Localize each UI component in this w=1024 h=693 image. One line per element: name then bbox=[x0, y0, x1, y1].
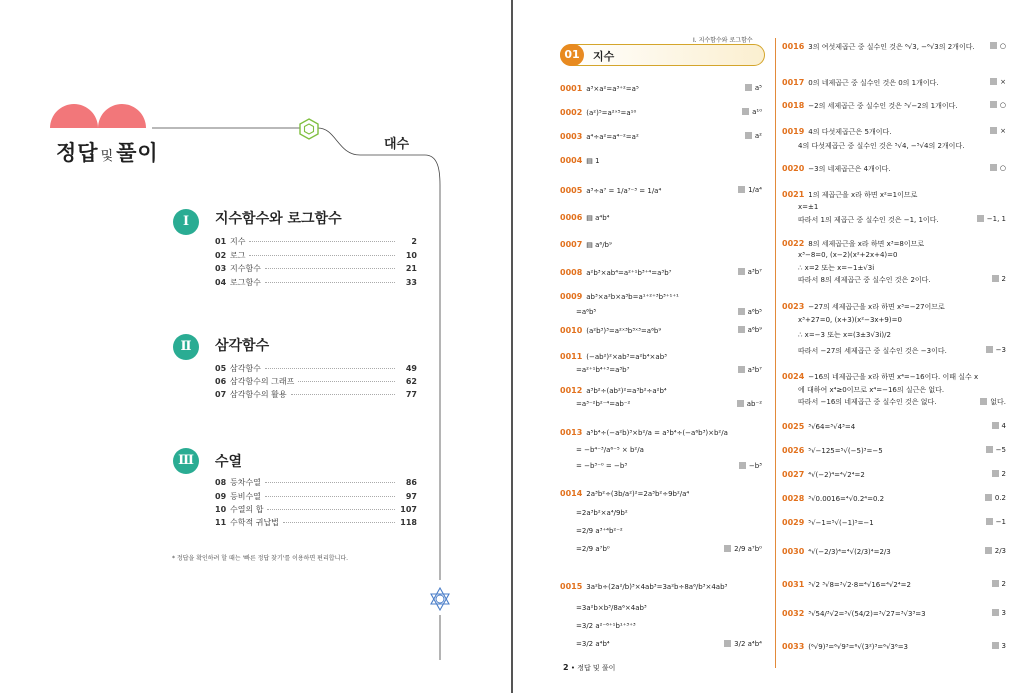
answer bbox=[990, 78, 1006, 86]
answer-box-icon bbox=[992, 609, 999, 616]
section-number: 01 bbox=[560, 44, 584, 66]
solution-text: ³√54/³√2=³√(54/2)=³√27=³√3³=3 bbox=[808, 610, 926, 618]
solution-line bbox=[560, 84, 639, 93]
solution-line bbox=[782, 42, 975, 52]
answer bbox=[986, 346, 1006, 354]
answer-text: 1/a⁴ bbox=[748, 186, 762, 194]
solution-line bbox=[798, 263, 874, 273]
answer-text: 2/3 bbox=[994, 547, 1006, 555]
solution-line bbox=[782, 580, 911, 589]
solution-text: −2의 세제곱근 중 실수인 것은 ³√−2의 1개이다. bbox=[808, 102, 958, 110]
title-text-1: 정답 bbox=[56, 141, 99, 165]
solution-text: = −b³⁻⁰ = −b³ bbox=[576, 462, 628, 470]
toc-item[interactable]: 07 삼각함수의 활용 77 bbox=[215, 390, 417, 399]
problem-number: 0016 bbox=[782, 42, 805, 51]
subject-label: 대수 bbox=[384, 137, 410, 152]
toc-item[interactable]: 05 삼각함수 49 bbox=[215, 364, 417, 373]
answer-text: 4 bbox=[1001, 422, 1006, 430]
solution-line bbox=[576, 366, 629, 374]
toc-item[interactable]: 08 등차수열 86 bbox=[215, 478, 417, 487]
answer-box-icon bbox=[738, 186, 745, 193]
star-of-david-icon bbox=[429, 586, 451, 612]
answer-box-icon bbox=[990, 127, 997, 134]
answer-text: a⁶b⁹ bbox=[747, 326, 762, 334]
solution-text: = −b⁴⁻³/a⁶⁻⁵ × b²/a bbox=[576, 446, 644, 454]
answer bbox=[738, 268, 762, 276]
problem-number: 0033 bbox=[782, 642, 805, 651]
section-header-bar bbox=[560, 44, 765, 66]
problem-number: 0004 bbox=[560, 156, 583, 165]
answer bbox=[737, 400, 762, 408]
answer bbox=[986, 518, 1006, 526]
answer-box-icon bbox=[992, 275, 999, 282]
answer-box-icon bbox=[992, 580, 999, 587]
solution-text: =3/2 a⁴b⁴ bbox=[576, 640, 610, 648]
solution-line bbox=[782, 470, 865, 479]
problem-number: 0031 bbox=[782, 580, 805, 589]
solution-text: ⁴√(−2/3)⁴=⁴√(2/3)⁴=2/3 bbox=[808, 548, 891, 556]
answer-box-icon bbox=[738, 326, 745, 333]
answer-box-icon bbox=[990, 42, 997, 49]
answer-text: 2 bbox=[1001, 275, 1006, 283]
answer bbox=[745, 84, 762, 92]
toc-item[interactable]: 10 수열의 합 107 bbox=[215, 505, 417, 514]
answer-box-icon bbox=[986, 346, 993, 353]
solution-line bbox=[798, 275, 931, 285]
solution-line bbox=[798, 215, 939, 225]
solution-text: ab³×a²b×a³b=a¹⁺²⁺³b³⁺¹⁺¹ bbox=[586, 293, 679, 301]
solution-line bbox=[798, 203, 818, 211]
solution-line bbox=[576, 308, 596, 316]
solution-line bbox=[782, 190, 917, 200]
solution-text: 따라서 8의 세제곱근 중 실수인 것은 2이다. bbox=[798, 276, 931, 284]
problem-number: 0014 bbox=[560, 489, 583, 498]
solution-text: =a⁶b⁵ bbox=[576, 308, 597, 316]
toc-item[interactable]: 02 로그 10 bbox=[215, 251, 417, 260]
toc-item[interactable]: 03 지수함수 21 bbox=[215, 264, 417, 273]
answer bbox=[985, 547, 1006, 555]
answer-box-icon bbox=[990, 164, 997, 171]
solution-text: 8의 세제곱근을 x라 하면 x³=8이므로 bbox=[808, 240, 925, 248]
solution-line bbox=[782, 302, 945, 312]
problem-number: 0007 bbox=[560, 240, 583, 249]
solution-line bbox=[798, 141, 964, 151]
problem-number: 0019 bbox=[782, 127, 805, 136]
solution-text: (−ab²)²×ab³=a²b⁴×ab³ bbox=[586, 353, 667, 361]
solution-text: ³√64=³√4³=4 bbox=[808, 423, 856, 431]
answer bbox=[992, 470, 1006, 478]
answer-text: 0.2 bbox=[994, 494, 1006, 502]
answer-box-icon bbox=[985, 494, 992, 501]
answer bbox=[992, 580, 1006, 588]
solution-line bbox=[782, 547, 891, 556]
solution-text: 따라서 1의 제곱근 중 실수인 것은 −1, 1이다. bbox=[798, 216, 939, 224]
solution-line bbox=[576, 622, 636, 630]
answer-box-icon bbox=[990, 101, 997, 108]
answer-text: a² bbox=[754, 132, 762, 140]
answer-box-icon bbox=[745, 84, 752, 91]
right-page bbox=[513, 0, 1024, 693]
solution-text: a³÷a⁷ = 1/a⁷⁻³ = 1/a⁴ bbox=[586, 187, 662, 195]
answer-text: −1 bbox=[995, 518, 1006, 526]
solution-line bbox=[798, 397, 937, 407]
solution-text: 따라서 −16의 네제곱근 중 실수인 것은 없다. bbox=[798, 398, 937, 406]
answer-box-icon bbox=[738, 308, 745, 315]
problem-number: 0025 bbox=[782, 422, 805, 431]
solution-text: (⁶√9)³=⁶√9³=⁶√(3²)³=⁶√3⁶=3 bbox=[808, 643, 909, 651]
problem-number: 0032 bbox=[782, 609, 805, 618]
solution-text: 1의 제곱근을 x라 하면 x²=1이므로 bbox=[808, 191, 918, 199]
solution-text: x=±1 bbox=[798, 203, 819, 211]
solution-line bbox=[576, 640, 610, 648]
problem-number: 0011 bbox=[560, 352, 583, 361]
problem-number: 0028 bbox=[782, 494, 805, 503]
problem-number: 0023 bbox=[782, 302, 805, 311]
answer-text: a³b⁷ bbox=[747, 268, 762, 276]
solution-text: (a²b³)³=a²ˣ³b³ˣ³=a⁶b⁹ bbox=[586, 327, 662, 335]
title-text-3: 풀이 bbox=[116, 141, 159, 165]
chapter-title-1: 지수함수와 로그함수 bbox=[215, 211, 342, 227]
column-separator bbox=[775, 38, 776, 668]
solution-line bbox=[560, 268, 671, 277]
answer bbox=[990, 42, 1006, 50]
solution-line bbox=[782, 164, 891, 174]
solution-text: a²b³×ab⁴=a²⁺¹b³⁺⁴=a³b⁷ bbox=[586, 269, 672, 277]
answer-box-icon bbox=[990, 78, 997, 85]
solution-text: 3a²b÷(2a²/b)³×4ab³=3a²b÷8a⁶/b³×4ab³ bbox=[586, 583, 728, 591]
solution-text: −27의 세제곱근을 x라 하면 x³=−27이므로 bbox=[808, 303, 945, 311]
problem-number: 0001 bbox=[560, 84, 583, 93]
page-footer bbox=[563, 663, 615, 673]
answer-box-icon bbox=[992, 422, 999, 429]
problem-number: 0008 bbox=[560, 268, 583, 277]
hexagon-node-icon bbox=[298, 118, 320, 140]
solution-line bbox=[560, 186, 661, 195]
solution-line bbox=[782, 101, 958, 111]
toc-item[interactable]: 06 삼각함수의 그래프 62 bbox=[215, 377, 417, 386]
solution-line bbox=[560, 326, 661, 335]
answer-box-icon bbox=[992, 642, 999, 649]
solution-line bbox=[782, 78, 939, 88]
problem-number: 0026 bbox=[782, 446, 805, 455]
section-title: 지수 bbox=[593, 50, 615, 63]
answer bbox=[738, 186, 762, 194]
answer-box-icon bbox=[737, 400, 744, 407]
toc-item[interactable]: 11 수학적 귀납법 118 bbox=[215, 518, 417, 527]
solution-text: =3/2 a²⁻⁶⁺¹b¹⁺³⁺³ bbox=[576, 622, 636, 630]
answer-text: × bbox=[1000, 78, 1006, 86]
answer bbox=[724, 545, 762, 553]
answer-box-icon bbox=[739, 462, 746, 469]
solution-text: ⁴√(−2)⁴=⁴√2⁴=2 bbox=[808, 471, 865, 479]
solution-line bbox=[782, 446, 883, 455]
solution-text: ∴ x=−3 또는 x=(3±3√3i)/2 bbox=[798, 331, 891, 339]
answer-box-icon bbox=[985, 547, 992, 554]
toc-item[interactable]: 01 지수 2 bbox=[215, 237, 417, 246]
answer-box-icon bbox=[724, 640, 731, 647]
solution-line bbox=[576, 545, 610, 553]
footer-sep: • bbox=[570, 664, 575, 672]
answer-text: 3 bbox=[1001, 609, 1006, 617]
solution-text: 4의 다섯제곱근은 5개이다. bbox=[808, 128, 892, 136]
answer bbox=[738, 326, 762, 334]
solution-text: a⁴÷a²=a⁴⁻²=a² bbox=[586, 133, 639, 141]
problem-number: 0006 bbox=[560, 213, 583, 222]
problem-number: 0021 bbox=[782, 190, 805, 199]
answer-box-icon bbox=[977, 215, 984, 222]
problem-number: 0009 bbox=[560, 292, 583, 301]
answer bbox=[992, 609, 1006, 617]
solution-line bbox=[798, 316, 902, 324]
answer-box-icon bbox=[742, 108, 749, 115]
running-head: Ⅰ. 지수함수와 로그함수 bbox=[693, 37, 753, 44]
problem-number: 0020 bbox=[782, 164, 805, 173]
answer-text: 2/9 a⁷b⁰ bbox=[734, 545, 762, 553]
answer-text: ab⁻² bbox=[746, 400, 762, 408]
answer bbox=[985, 494, 1006, 502]
answer-text: × bbox=[1000, 127, 1006, 135]
answer-text: 2 bbox=[1001, 580, 1006, 588]
solution-text: ▤ a⁴b⁴ bbox=[586, 214, 610, 222]
answer-text: −b³ bbox=[748, 462, 762, 470]
answer bbox=[990, 164, 1006, 172]
title-text-2: 및 bbox=[100, 149, 115, 164]
solution-line bbox=[560, 292, 679, 301]
solution-line bbox=[560, 108, 636, 117]
answer-box-icon bbox=[745, 132, 752, 139]
solution-text: =a²⁺¹b⁴⁺³=a³b⁷ bbox=[576, 366, 630, 374]
answer bbox=[738, 366, 762, 374]
answer-text: a⁵ bbox=[754, 84, 762, 92]
solution-text: ³√2 ³√8=³√2·8=⁴√16=⁴√2⁴=2 bbox=[808, 581, 911, 589]
solution-text: =3a²b×b³/8a⁶×4ab³ bbox=[576, 604, 647, 612]
answer-box-icon bbox=[980, 398, 987, 405]
problem-number: 0030 bbox=[782, 547, 805, 556]
answer-text: 없다. bbox=[990, 398, 1006, 406]
solution-line bbox=[560, 132, 639, 141]
solution-text: =2a³b²×a⁴/9b² bbox=[576, 509, 628, 517]
solution-line bbox=[560, 213, 609, 222]
solution-text: 따라서 −27의 세제곱근 중 실수인 것은 −3이다. bbox=[798, 347, 947, 355]
solution-text: −16의 네제곱근을 x라 하면 x⁴=−16이다. 이때 실수 x bbox=[808, 373, 979, 381]
solution-text: 2a³b²÷(3b/a²)²=2a³b²÷9b²/a⁴ bbox=[586, 490, 690, 498]
problem-number: 0012 bbox=[560, 386, 583, 395]
answer bbox=[742, 108, 762, 116]
answer-text: −1, 1 bbox=[986, 215, 1006, 223]
toc-item[interactable]: 04 로그함수 33 bbox=[215, 278, 417, 287]
problem-number: 0013 bbox=[560, 428, 583, 437]
answer bbox=[992, 275, 1006, 283]
problem-number: 0002 bbox=[560, 108, 583, 117]
problem-number: 0024 bbox=[782, 372, 805, 381]
answer-text: 3/2 a⁴b⁴ bbox=[734, 640, 762, 648]
solution-line bbox=[560, 240, 612, 249]
answer-text: 3 bbox=[1001, 642, 1006, 650]
solution-line bbox=[782, 642, 908, 651]
solution-text: 3의 여섯제곱근 중 실수인 것은 ⁶√3, −⁶√3의 2개이다. bbox=[808, 43, 975, 51]
answer bbox=[977, 215, 1006, 223]
answer-box-icon bbox=[738, 366, 745, 373]
solution-text: ⁵√−125=⁵√(−5)³=−5 bbox=[808, 447, 883, 455]
solution-line bbox=[782, 372, 978, 382]
solution-line bbox=[560, 489, 689, 498]
answer-text: ○ bbox=[999, 101, 1006, 109]
solution-line bbox=[576, 604, 647, 612]
answer-box-icon bbox=[992, 470, 999, 477]
usage-note: * 정답을 확인하려 할 때는 '빠른 정답 찾기'를 이용하면 편리합니다. bbox=[172, 555, 349, 562]
solution-text: a⁵b⁴÷(−a²b)³×b²/a = a⁵b⁴÷(−a⁶b³)×b²/a bbox=[586, 429, 728, 437]
answer bbox=[992, 642, 1006, 650]
answer bbox=[986, 446, 1006, 454]
answer bbox=[745, 132, 762, 140]
problem-number: 0017 bbox=[782, 78, 805, 87]
solution-text: 4의 다섯제곱근 중 실수인 것은 ⁵√4, −⁵√4의 2개이다. bbox=[798, 142, 965, 150]
solution-text: x³+27=0, (x+3)(x²−3x+9)=0 bbox=[798, 316, 902, 324]
answer-text: −3 bbox=[995, 346, 1006, 354]
solution-line bbox=[560, 352, 667, 361]
solution-text: ▤ a⁶/b⁹ bbox=[586, 241, 612, 249]
solution-line bbox=[782, 239, 924, 249]
answer bbox=[992, 422, 1006, 430]
answer bbox=[738, 308, 762, 316]
answer bbox=[724, 640, 762, 648]
solution-line bbox=[560, 582, 727, 591]
solution-line bbox=[798, 385, 944, 395]
solution-text: a³b²÷(ab²)²=a³b²÷a²b⁴ bbox=[586, 387, 667, 395]
answer-text: a⁶b⁵ bbox=[747, 308, 762, 316]
page-title bbox=[56, 137, 159, 167]
solution-line bbox=[560, 386, 667, 395]
answer-text: a³b⁷ bbox=[747, 366, 762, 374]
solution-text: ³√0.0016=⁴√0.2⁴=0.2 bbox=[808, 495, 885, 503]
solution-text: 0의 네제곱근 중 실수인 것은 0의 1개이다. bbox=[808, 79, 939, 87]
answer bbox=[739, 462, 762, 470]
solution-line bbox=[782, 518, 874, 527]
solution-line bbox=[560, 428, 728, 437]
solution-line bbox=[576, 527, 623, 535]
problem-number: 0015 bbox=[560, 582, 583, 591]
answer-box-icon bbox=[738, 268, 745, 275]
solution-line bbox=[782, 422, 855, 431]
problem-number: 0027 bbox=[782, 470, 805, 479]
solution-text: ▤ 1 bbox=[586, 157, 600, 165]
solution-text: =a³⁻²b²⁻⁴=ab⁻² bbox=[576, 400, 631, 408]
answer-text: ○ bbox=[999, 42, 1006, 50]
answer-text: a¹⁰ bbox=[752, 108, 762, 116]
answer bbox=[990, 127, 1006, 135]
page-number: 2 bbox=[563, 663, 569, 672]
problem-number: 0018 bbox=[782, 101, 805, 110]
answer-box-icon bbox=[724, 545, 731, 552]
chapter-badge-2: Ⅱ bbox=[173, 334, 199, 360]
solution-text: ∴ x=2 또는 x=−1±√3i bbox=[798, 264, 875, 272]
solution-text: =2/9 a⁷b⁰ bbox=[576, 545, 610, 553]
answer bbox=[980, 397, 1006, 407]
problem-number: 0022 bbox=[782, 239, 805, 248]
problem-number: 0003 bbox=[560, 132, 583, 141]
answer-text: ○ bbox=[999, 164, 1006, 172]
solution-line bbox=[576, 509, 628, 517]
answer-text: −5 bbox=[995, 446, 1006, 454]
solution-text: =2/9 a³⁺⁴b²⁻² bbox=[576, 527, 623, 535]
solution-line bbox=[782, 609, 926, 618]
solution-text: −3의 네제곱근은 4개이다. bbox=[808, 165, 891, 173]
problem-number: 0005 bbox=[560, 186, 583, 195]
chapter-badge-1: Ⅰ bbox=[173, 209, 199, 235]
problem-number: 0010 bbox=[560, 326, 583, 335]
solution-line bbox=[798, 251, 897, 259]
chapter-title-2: 삼각함수 bbox=[215, 338, 270, 354]
answer-box-icon bbox=[986, 518, 993, 525]
problem-number: 0029 bbox=[782, 518, 805, 527]
solution-text: 에 대하여 x⁴≥0이므로 x⁴=−16의 실근은 없다. bbox=[798, 386, 945, 394]
solution-text: a³×a²=a³⁺²=a⁵ bbox=[586, 85, 639, 93]
chapter-title-3: 수열 bbox=[215, 454, 243, 470]
chapter-badge-3: Ⅲ bbox=[173, 448, 199, 474]
solution-text: (a²)⁵=a²ˣ⁵=a¹⁰ bbox=[586, 109, 637, 117]
footer-label: 정답 및 풀이 bbox=[577, 664, 616, 672]
solution-line bbox=[576, 462, 627, 470]
solution-line bbox=[782, 494, 884, 503]
answer-text: 2 bbox=[1001, 470, 1006, 478]
answer-box-icon bbox=[986, 446, 993, 453]
solution-line bbox=[798, 346, 947, 356]
solution-line bbox=[782, 127, 891, 137]
solution-line bbox=[576, 446, 644, 454]
solution-line bbox=[798, 330, 891, 340]
solution-line bbox=[576, 400, 630, 408]
answer bbox=[990, 101, 1006, 109]
solution-line bbox=[560, 156, 600, 165]
toc-item[interactable]: 09 등비수열 97 bbox=[215, 492, 417, 501]
solution-text: x³−8=0, (x−2)(x²+2x+4)=0 bbox=[798, 251, 898, 259]
solution-text: ⁵√−1=⁵√(−1)⁵=−1 bbox=[808, 519, 874, 527]
